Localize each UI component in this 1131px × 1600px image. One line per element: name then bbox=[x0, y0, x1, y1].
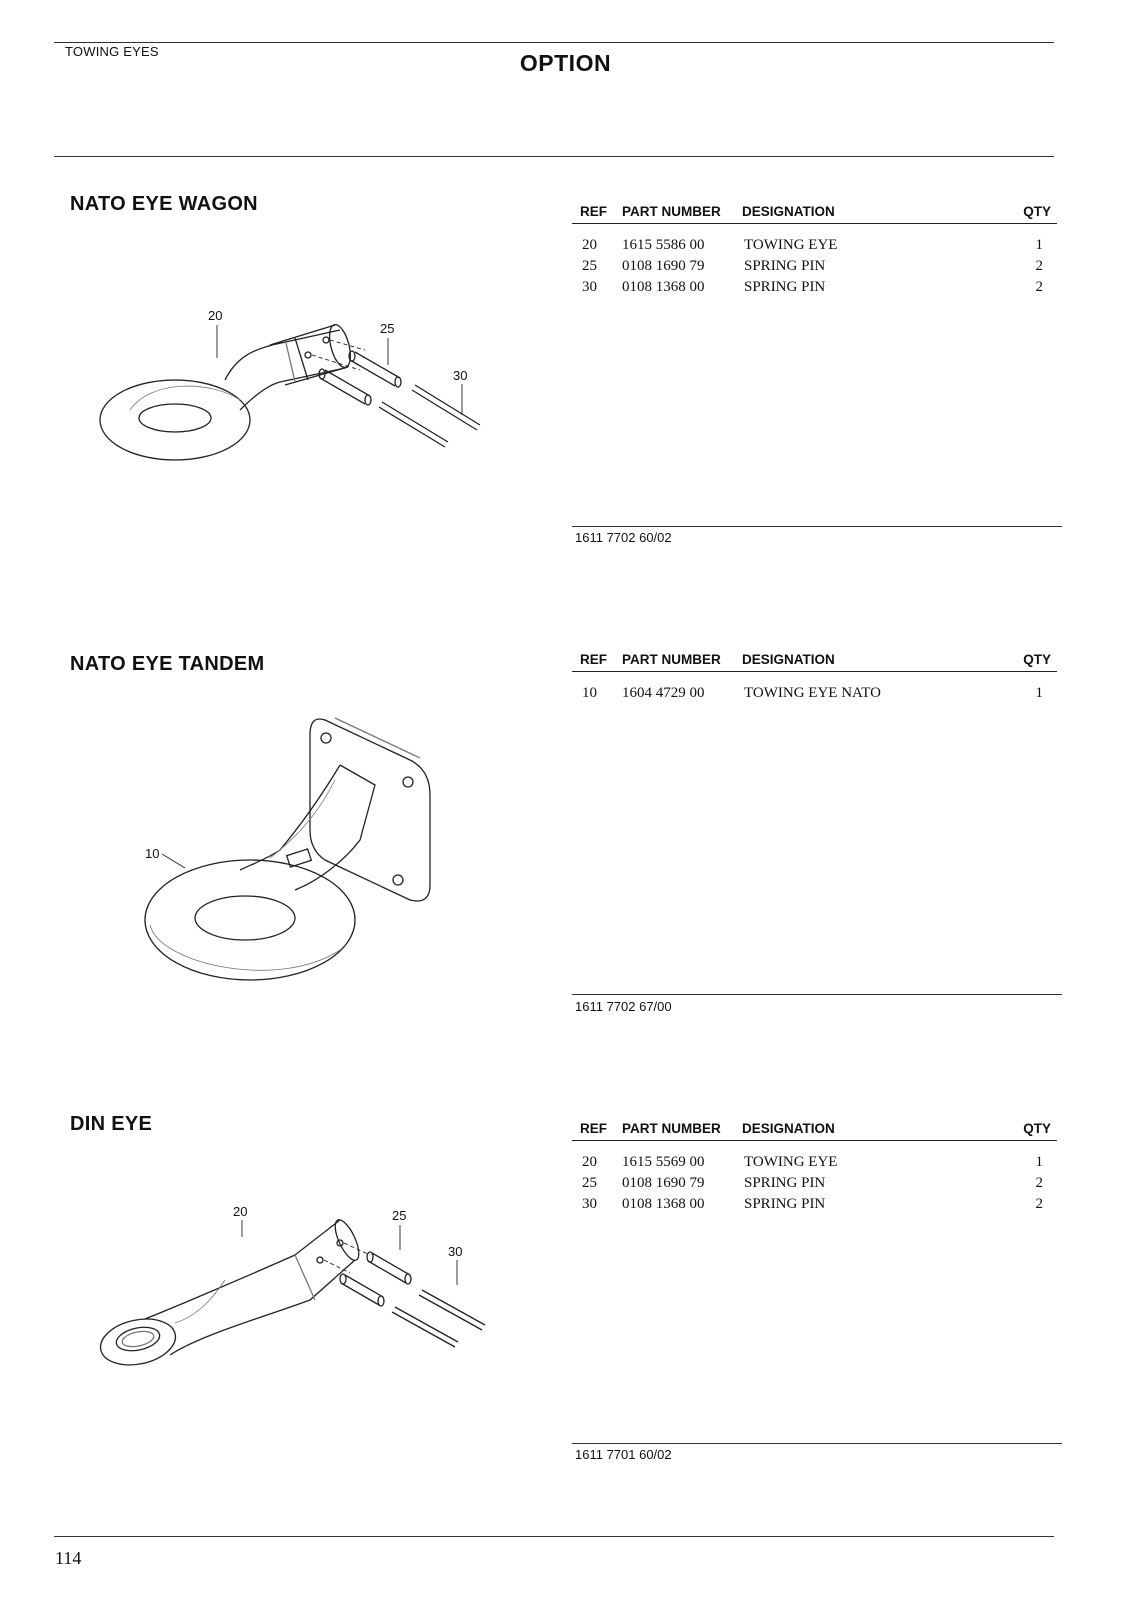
callout-20: 20 bbox=[233, 1204, 248, 1219]
eye-ring-outer bbox=[96, 1313, 179, 1372]
cell-ref: 30 bbox=[582, 279, 597, 295]
cell-designation: SPRING PIN bbox=[744, 1196, 826, 1212]
running-head: TOWING EYES bbox=[65, 44, 159, 59]
eye-ring-inner bbox=[139, 404, 211, 432]
header-qty: QTY bbox=[1023, 1121, 1051, 1136]
cell-part-number: 0108 1368 00 bbox=[622, 279, 705, 295]
parts-table bbox=[572, 649, 1057, 705]
table-row bbox=[572, 1195, 1057, 1216]
eye-ring-outer bbox=[100, 380, 250, 460]
header-designation: DESIGNATION bbox=[742, 1121, 835, 1136]
table-row bbox=[572, 684, 1057, 705]
cell-ref: 25 bbox=[582, 1175, 597, 1191]
header-top-rule bbox=[54, 42, 1054, 43]
table-row bbox=[572, 257, 1057, 278]
header-ref: REF bbox=[580, 204, 607, 219]
header-bottom-rule bbox=[54, 156, 1054, 157]
eye-ring-inner bbox=[114, 1324, 162, 1355]
eye-ring-outer bbox=[145, 860, 355, 980]
header-part-number: PART NUMBER bbox=[622, 1121, 721, 1136]
header-part-number: PART NUMBER bbox=[622, 652, 721, 667]
table-header bbox=[572, 1118, 1057, 1141]
parts-table bbox=[572, 1118, 1057, 1216]
mounting-plate bbox=[310, 719, 430, 901]
cell-qty: 2 bbox=[1035, 279, 1043, 295]
section-title: NATO EYE TANDEM bbox=[70, 653, 265, 675]
header-ref: REF bbox=[580, 652, 607, 667]
nato-eye-tandem-drawing bbox=[140, 710, 480, 1010]
din-eye-drawing bbox=[90, 1205, 510, 1405]
cell-designation: SPRING PIN bbox=[744, 1175, 826, 1191]
cell-qty: 1 bbox=[1035, 1154, 1043, 1170]
callout-20: 20 bbox=[208, 308, 223, 323]
footer-rule bbox=[54, 1536, 1054, 1537]
cell-ref: 20 bbox=[582, 237, 597, 253]
callout-30: 30 bbox=[453, 368, 468, 383]
cell-part-number: 0108 1690 79 bbox=[622, 258, 705, 274]
cell-part-number: 1615 5569 00 bbox=[622, 1154, 705, 1170]
callout-25: 25 bbox=[392, 1208, 407, 1223]
header-designation: DESIGNATION bbox=[742, 204, 835, 219]
header-qty: QTY bbox=[1023, 204, 1051, 219]
callout-30: 30 bbox=[448, 1244, 463, 1259]
cell-designation: SPRING PIN bbox=[744, 258, 826, 274]
doc-number: 1611 7702 60/02 bbox=[575, 530, 672, 545]
section-title: NATO EYE WAGON bbox=[70, 193, 258, 215]
cell-qty: 1 bbox=[1035, 237, 1043, 253]
section-rule bbox=[572, 526, 1062, 527]
table-row bbox=[572, 278, 1057, 299]
cell-designation: TOWING EYE bbox=[744, 1154, 838, 1170]
cell-ref: 25 bbox=[582, 258, 597, 274]
cell-part-number: 0108 1690 79 bbox=[622, 1175, 705, 1191]
page-title: OPTION bbox=[519, 50, 612, 76]
page-number: 114 bbox=[55, 1548, 82, 1568]
callout-25: 25 bbox=[380, 321, 395, 336]
section-title: DIN EYE bbox=[70, 1113, 153, 1135]
cell-part-number: 1604 4729 00 bbox=[622, 685, 705, 701]
cell-ref: 10 bbox=[582, 685, 597, 701]
section-rule bbox=[572, 994, 1062, 995]
header-ref: REF bbox=[580, 1121, 607, 1136]
table-row bbox=[572, 236, 1057, 257]
cell-part-number: 0108 1368 00 bbox=[622, 1196, 705, 1212]
parts-table bbox=[572, 201, 1057, 299]
callout-10: 10 bbox=[145, 846, 160, 861]
header-designation: DESIGNATION bbox=[742, 652, 835, 667]
doc-number: 1611 7702 67/00 bbox=[575, 999, 672, 1014]
table-header bbox=[572, 649, 1057, 672]
doc-number: 1611 7701 60/02 bbox=[575, 1447, 672, 1462]
cell-qty: 2 bbox=[1035, 1196, 1043, 1212]
table-header bbox=[572, 201, 1057, 224]
section-rule bbox=[572, 1443, 1062, 1444]
cell-ref: 20 bbox=[582, 1154, 597, 1170]
cell-designation: SPRING PIN bbox=[744, 279, 826, 295]
cell-designation: TOWING EYE NATO bbox=[744, 685, 881, 701]
eye-ring-inner bbox=[195, 896, 295, 940]
cell-qty: 2 bbox=[1035, 258, 1043, 274]
header-qty: QTY bbox=[1023, 652, 1051, 667]
cell-qty: 1 bbox=[1035, 685, 1043, 701]
cell-qty: 2 bbox=[1035, 1175, 1043, 1191]
nato-eye-wagon-drawing bbox=[90, 310, 510, 510]
table-row bbox=[572, 1174, 1057, 1195]
table-row bbox=[572, 1153, 1057, 1174]
cell-designation: TOWING EYE bbox=[744, 237, 838, 253]
cell-part-number: 1615 5586 00 bbox=[622, 237, 705, 253]
header-part-number: PART NUMBER bbox=[622, 204, 721, 219]
cell-ref: 30 bbox=[582, 1196, 597, 1212]
